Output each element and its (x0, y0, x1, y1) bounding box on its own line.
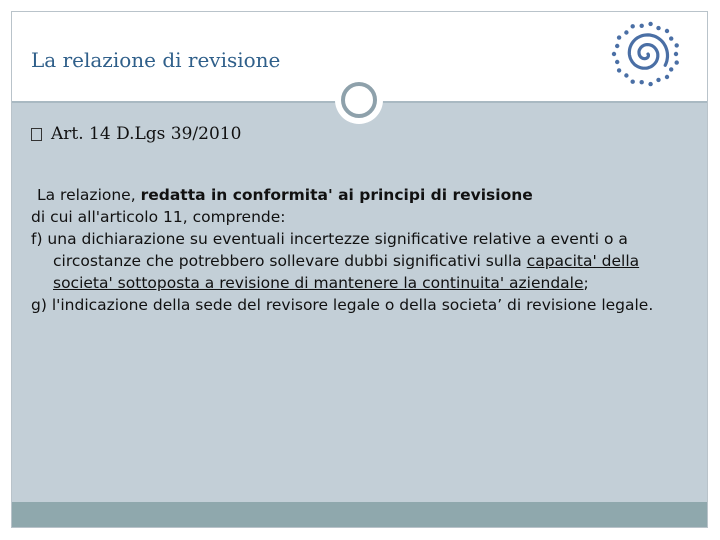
spiral-dots-icon (604, 16, 688, 88)
logo-dot (669, 36, 673, 40)
logo-dot (648, 22, 652, 26)
logo-dot (624, 30, 628, 34)
logo-dot (617, 68, 621, 72)
logo-dot (615, 44, 619, 48)
f-end: ; (583, 274, 589, 292)
logo-dot (612, 52, 616, 56)
f-underlined: capacita' della societa' sottoposta a revisione di mantenere la continuita' aziendale (53, 252, 640, 292)
paragraph-intro-2: di cui all'articolo 11, comprende: (31, 208, 286, 226)
logo-dot (675, 60, 679, 64)
paragraph-f (31, 228, 696, 294)
logo-dot (674, 52, 678, 56)
logo-dot (656, 78, 660, 82)
logo-dot (640, 80, 644, 84)
intro-normal: La relazione, (37, 186, 141, 204)
f-start: f) una dichiarazione su eventuali incertezze significative relative a eventi o a circostanze che potrebbero sollevare dubbi significativi sulla (31, 230, 628, 270)
intro-bold: redatta in conformita' ai principi di revisione (140, 186, 533, 204)
logo-dot (665, 75, 669, 79)
logo-dot (669, 67, 673, 71)
paragraph-intro (31, 184, 696, 206)
logo-dot (617, 35, 621, 39)
bottom-bar (12, 502, 707, 527)
paragraph-g: g) l'indicazione della sede del revisore legale o della societa’ di revisione legale. (31, 296, 654, 314)
logo-dot (640, 24, 644, 28)
bullet-item (31, 124, 241, 144)
square-bullet-icon (31, 128, 42, 141)
logo-dot (624, 73, 628, 77)
logo-dot (631, 24, 635, 28)
ring-icon (335, 76, 383, 124)
logo-dot (631, 80, 635, 84)
logo-dot (648, 82, 652, 86)
slide-title: La relazione di revisione (31, 48, 281, 72)
bullet-text: Art. 14 D.Lgs 39/2010 (51, 124, 242, 144)
body-text (31, 184, 696, 316)
logo-dot (675, 43, 679, 47)
logo-spiral (629, 35, 667, 68)
ring-inner (341, 82, 377, 118)
logo-dot (665, 29, 669, 33)
logo-dot (656, 26, 660, 30)
logo-dot (615, 60, 619, 64)
